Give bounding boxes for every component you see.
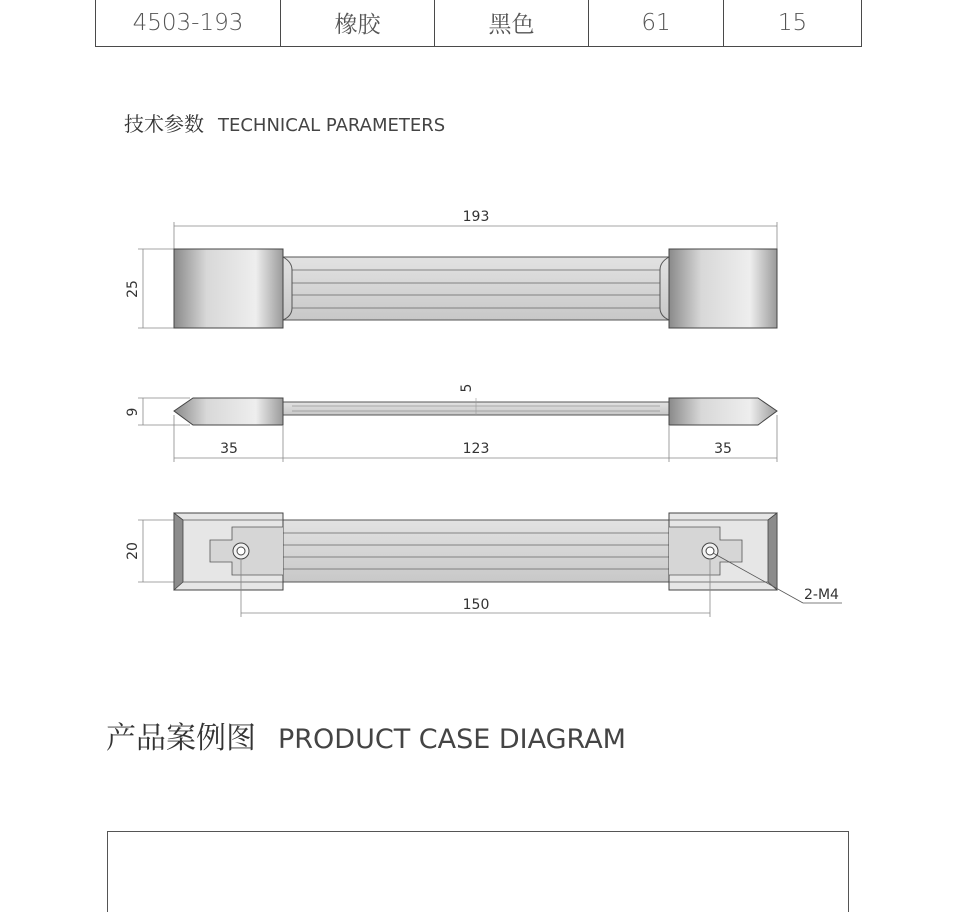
case-section-title xyxy=(106,713,626,757)
table-cell-color: 黑色 xyxy=(435,0,589,47)
tech-title-cn: 技术参数 xyxy=(124,112,204,136)
dim-thickness: 9 xyxy=(125,407,141,417)
hole-label: 2-M4 xyxy=(804,587,839,603)
spec-table xyxy=(95,0,862,47)
table-cell-material: 橡胶 xyxy=(281,0,435,47)
dim-top-height: 25 xyxy=(125,280,141,298)
dim-center-thickness: 5 xyxy=(459,383,475,393)
table-cell-value-b: 15 xyxy=(724,0,862,47)
table-cell-value-a: 61 xyxy=(589,0,724,47)
dim-end-left: 35 xyxy=(220,441,238,457)
table-cell-model: 4503-193 xyxy=(96,0,281,47)
bottom-view xyxy=(125,513,842,617)
side-view xyxy=(125,384,777,462)
case-title-en: PRODUCT CASE DIAGRAM xyxy=(278,724,626,755)
dim-middle: 123 xyxy=(462,441,490,457)
dim-bottom-height: 20 xyxy=(125,542,141,560)
technical-drawing xyxy=(0,190,960,630)
dim-hole-spacing: 150 xyxy=(462,597,490,613)
dim-end-right: 35 xyxy=(714,441,732,457)
top-view xyxy=(125,209,777,328)
dim-overall-length: 193 xyxy=(462,209,490,225)
case-image-frame xyxy=(107,831,849,912)
case-title-cn: 产品案例图 xyxy=(106,721,256,756)
tech-section-title xyxy=(124,108,445,137)
tech-title-en: TECHNICAL PARAMETERS xyxy=(218,115,446,136)
table-row xyxy=(96,0,862,47)
